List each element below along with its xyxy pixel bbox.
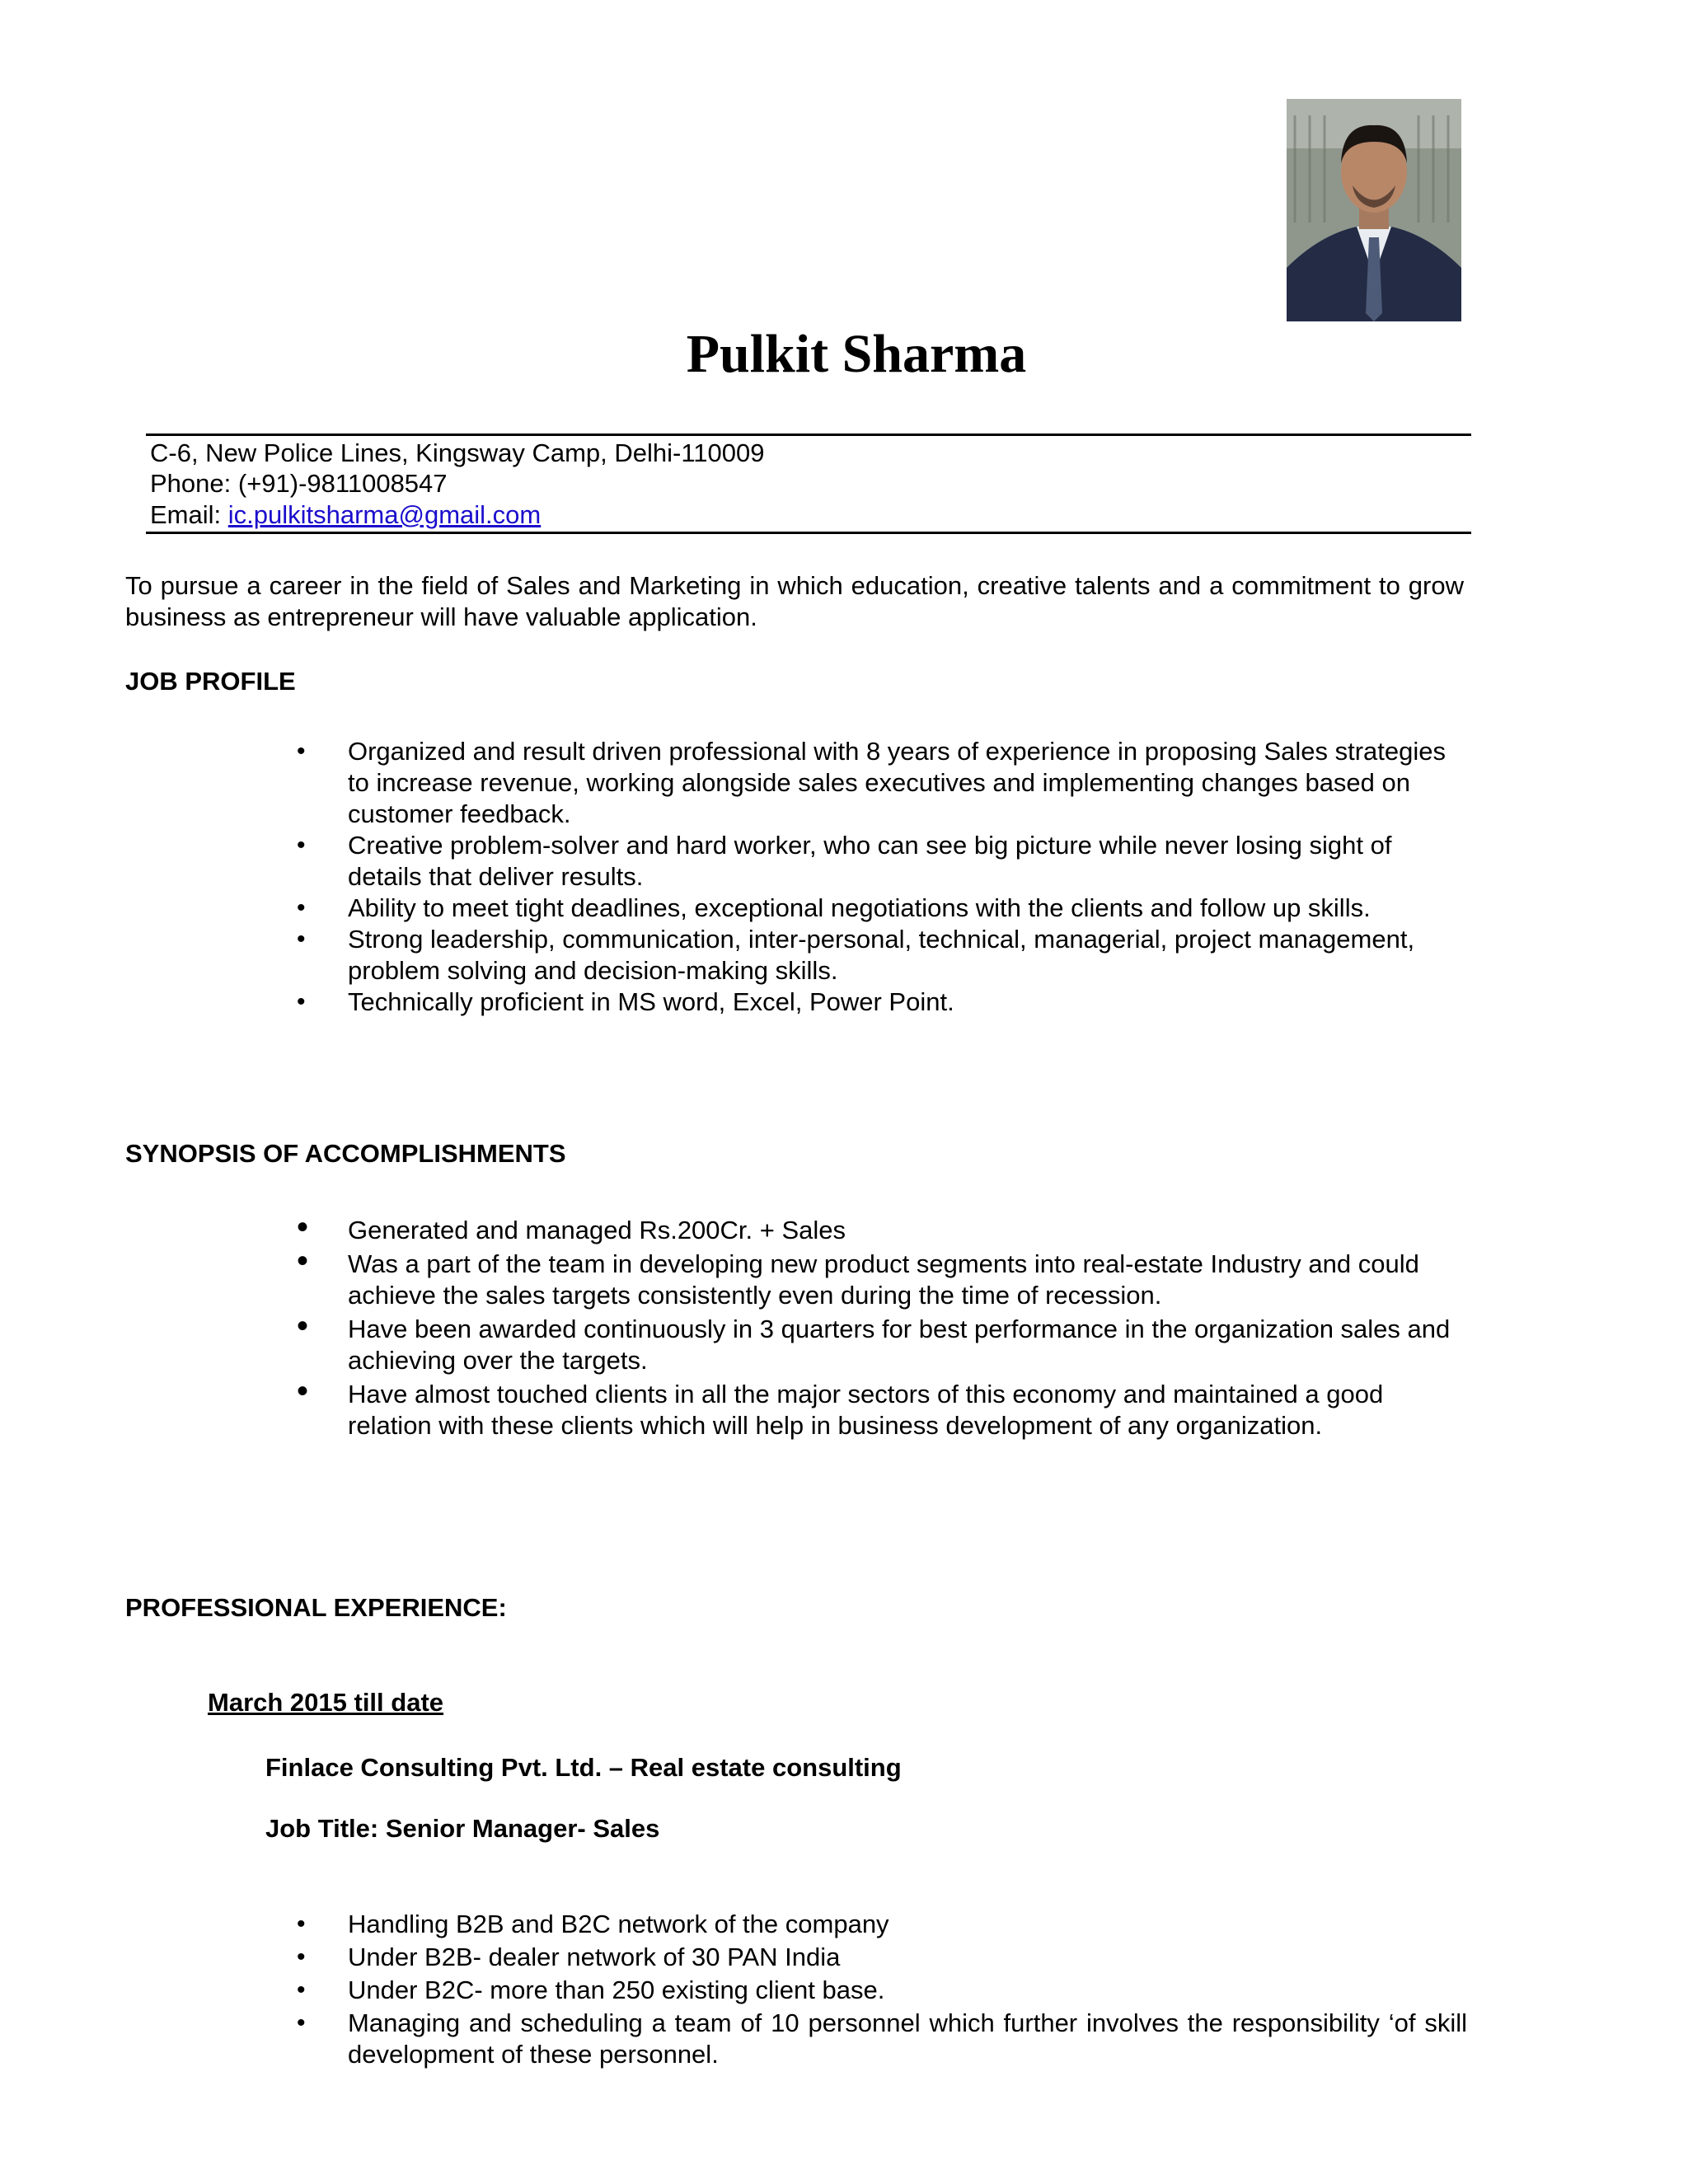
accomplishments-heading: SYNOPSIS OF ACCOMPLISHMENTS: [125, 1139, 566, 1168]
job-profile-heading: JOB PROFILE: [125, 667, 296, 696]
contact-email-line: [150, 499, 541, 531]
experience-period: March 2015 till date: [208, 1688, 444, 1717]
profile-photo: [1287, 99, 1461, 321]
career-objective: To pursue a career in the field of Sales and Marketing in which education, creative talents and a commitment to grow business as entrepreneur will have valuable application.: [125, 571, 1464, 631]
list-item: • Under B2B- dealer network of 30 PAN India: [297, 1942, 1467, 1973]
list-item: • Under B2C- more than 250 existing client base.: [297, 1975, 1467, 2006]
list-item: • Strong leadership, communication, inter-personal, technical, managerial, project management, problem solving and decision-making skills.: [297, 924, 1467, 987]
contact-email-label: Email:: [150, 500, 228, 529]
list-item: • Technically proficient in MS word, Excel, Power Point.: [297, 987, 1467, 1018]
list-item: • Generated and managed Rs.200Cr. + Sales: [297, 1215, 1467, 1246]
list-item: • Creative problem-solver and hard worker, who can see big picture while never losing sight of details that deliver results.: [297, 830, 1467, 893]
contact-address: C-6, New Police Lines, Kingsway Camp, Delhi-110009: [150, 438, 765, 467]
contact-phone: Phone: (+91)-9811008547: [150, 469, 448, 498]
header-rule-top: [146, 434, 1471, 436]
experience-job-title: Job Title: Senior Manager- Sales: [265, 1814, 660, 1843]
list-item: • Have been awarded continuously in 3 quarters for best performance in the organization sales and achieving over the targets.: [297, 1314, 1467, 1376]
email-link[interactable]: ic.pulkitsharma@gmail.com: [227, 500, 542, 529]
experience-heading: PROFESSIONAL EXPERIENCE:: [125, 1593, 507, 1622]
list-item: • Ability to meet tight deadlines, exceptional negotiations with the clients and follow up skills.: [297, 893, 1467, 924]
experience-company: Finlace Consulting Pvt. Ltd. – Real estate consulting: [265, 1753, 902, 1782]
job-profile-list: [297, 736, 1467, 1018]
experience-list: [297, 1909, 1467, 2072]
list-item: • Managing and scheduling a team of 10 personnel which further involves the responsibility ‘of skill development of these personnel.: [297, 2008, 1467, 2070]
list-item: • Organized and result driven professional with 8 years of experience in proposing Sales strategies to increase revenue, working alongside sales executives and implementing changes based on customer feedback.: [297, 736, 1467, 830]
list-item: • Was a part of the team in developing new product segments into real-estate Industry and could achieve the sales targets consistently even during the time of recession.: [297, 1249, 1467, 1311]
accomplishments-list: [297, 1215, 1467, 1444]
list-item: • Handling B2B and B2C network of the company: [297, 1909, 1467, 1940]
list-item: • Have almost touched clients in all the major sectors of this economy and maintained a good relation with these clients which will help in business development of any organization.: [297, 1379, 1467, 1441]
header-rule-bottom: [146, 532, 1471, 534]
candidate-name: Pulkit Sharma: [686, 324, 1027, 384]
